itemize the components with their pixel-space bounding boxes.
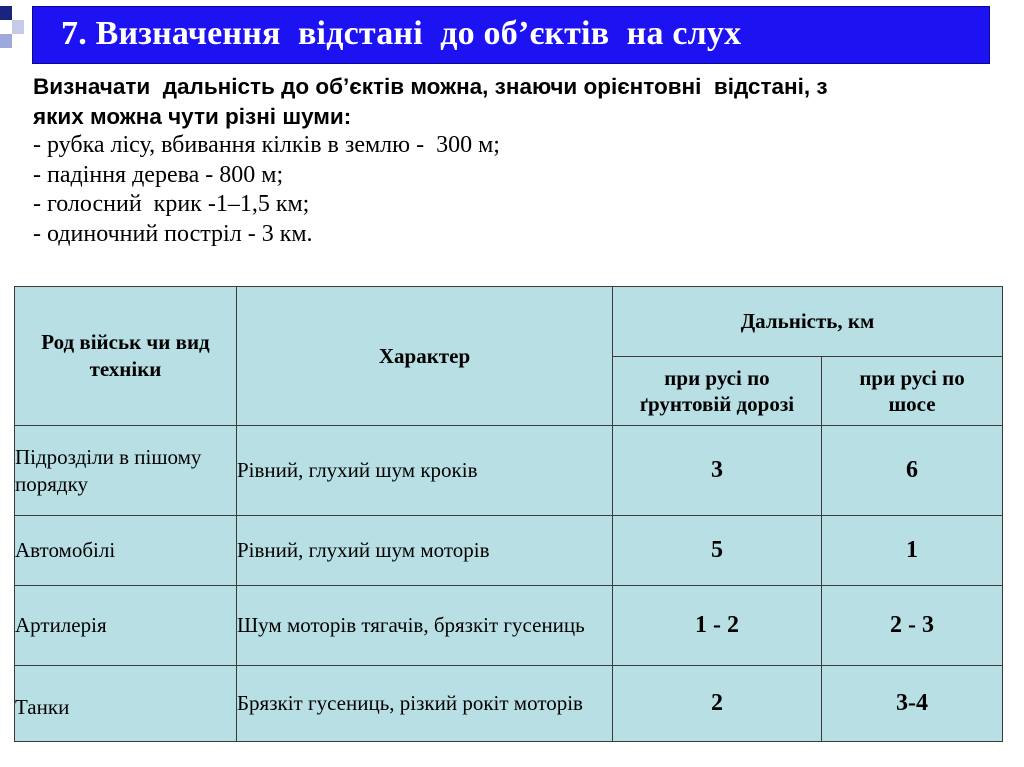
cell-dirt-range: 1 - 2: [613, 586, 822, 666]
cell-character: Рівний, глухий шум кроків: [237, 426, 613, 516]
cell-highway-range: 6: [822, 426, 1003, 516]
cell-dirt-range: 2: [613, 666, 822, 742]
cell-kind: Артилерія: [15, 586, 237, 666]
cell-highway-range: 1: [822, 516, 1003, 586]
table-row: [15, 586, 1003, 666]
header-kind: Род військ чи вид техніки: [15, 287, 237, 426]
intro-list-item: - голосний крик -1–1,5 км;: [33, 191, 310, 217]
cell-highway-range: 3-4: [822, 666, 1003, 742]
intro-list-item: - рубка лісу, вбивання кілків в землю - 300 м;: [33, 132, 500, 158]
corner-decoration-square: [0, 6, 12, 20]
cell-kind: Танки: [15, 666, 237, 742]
header-highway: при русі по шосе: [822, 357, 1003, 426]
distance-table: [14, 286, 1003, 742]
cell-dirt-range: 3: [613, 426, 822, 516]
table-row: [15, 426, 1003, 516]
intro-list-item: - одиночний постріл - 3 км.: [33, 220, 313, 247]
cell-dirt-range: 5: [613, 516, 822, 586]
intro-bold-line: Визначати дальність до об’єктів можна, знаючи орієнтовні відстані, з: [33, 74, 828, 99]
cell-character: Рівний, глухий шум моторів: [237, 516, 613, 586]
cell-kind: Автомобілі: [15, 516, 237, 586]
corner-decoration-square: [12, 20, 24, 34]
cell-character: Шум моторів тягачів, брязкіт гусениць: [237, 586, 613, 666]
table-row: [15, 516, 1003, 586]
cell-character: Брязкіт гусениць, різкий рокіт моторів: [237, 666, 613, 742]
intro-bold-line: яких можна чути різні шуми:: [33, 103, 352, 129]
cell-highway-range: 2 - 3: [822, 586, 1003, 666]
header-range: Дальність, км: [613, 287, 1003, 357]
table-row: [15, 666, 1003, 742]
header-dirt-road: при русі по ґрунтовій дорозі: [613, 357, 822, 426]
corner-decoration-square: [0, 34, 12, 48]
header-character: Характер: [237, 287, 613, 426]
slide-title: 7. Визначення відстані до об’єктів на слух: [61, 15, 742, 52]
intro-list-item: - падіння дерева - 800 м;: [33, 161, 284, 188]
cell-kind: Підрозділи в пішому порядку: [15, 426, 237, 516]
title-bar: [32, 6, 990, 64]
intro-text: [33, 72, 828, 249]
